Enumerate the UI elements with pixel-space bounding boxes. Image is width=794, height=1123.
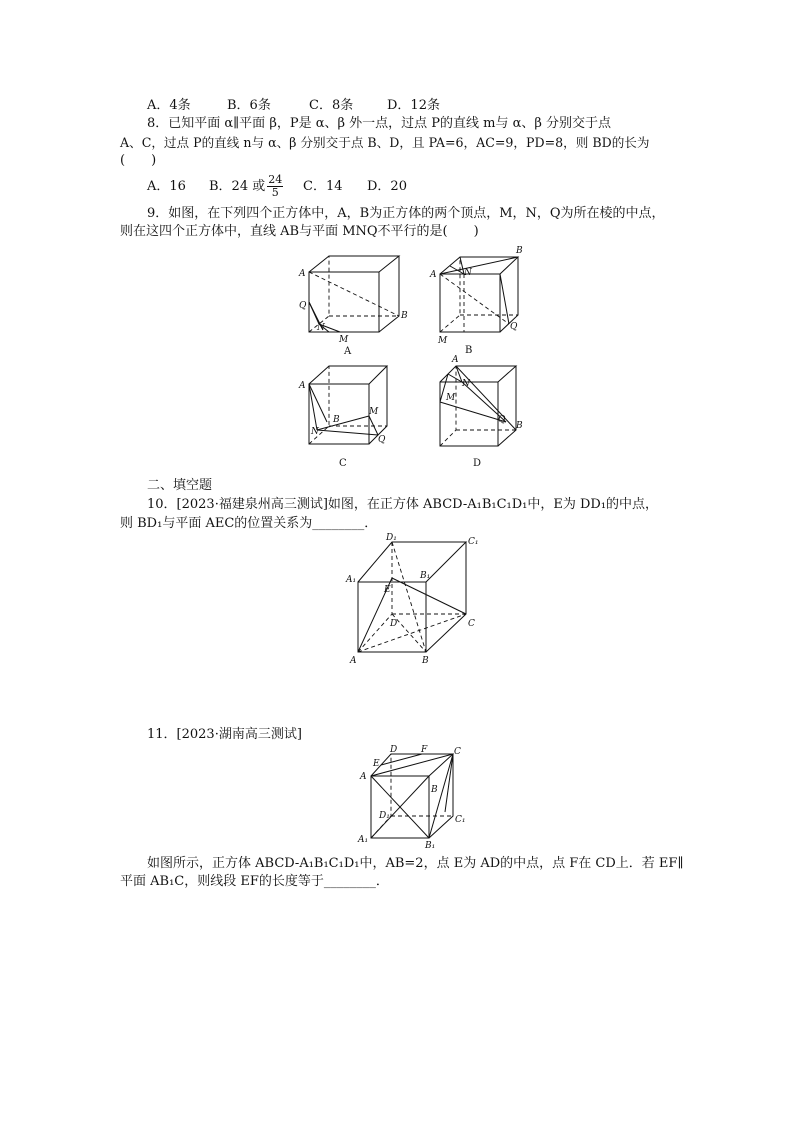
q8-line-2: A、C，过点 P的直线 n与 α、β 分别交于点 B、D，且 PA=6，AC=9，PD=8，则 BD的长为	[120, 135, 650, 150]
q11-line-2: 如图所示，正方体 ABCD-A₁B₁C₁D₁中，AB=2，点 E为 AD的中点，点 F在 CD上．若 EF∥	[147, 856, 684, 871]
q9-line-2: 则在这四个正方体中，直线 AB与平面 MNQ不平行的是( )	[120, 224, 479, 239]
label-q: Q	[299, 301, 307, 311]
q8-option-a: A．16	[147, 179, 186, 194]
q7-option-b: B．6条	[227, 98, 271, 113]
cube-figure-a	[295, 250, 408, 360]
label-b1: B₁	[425, 841, 436, 851]
label-m: M	[369, 407, 379, 417]
figure-caption-a: A	[344, 346, 352, 357]
label-b: B	[401, 311, 408, 321]
label-d1: D₁	[379, 811, 390, 821]
label-b1: B₁	[420, 571, 431, 581]
label-q: Q	[378, 435, 386, 445]
q8-option-b	[209, 172, 303, 202]
cube-figure-c	[295, 360, 405, 470]
label-a1: A₁	[358, 835, 369, 845]
q9-line-1: 9．如图，在下列四个正方体中，A，B为正方体的两个顶点，M，N，Q为所在棱的中点，	[147, 206, 665, 221]
label-f: F	[421, 745, 428, 755]
label-e: E	[384, 585, 391, 595]
cube-figure-q10	[340, 532, 490, 667]
label-b: B	[333, 415, 340, 425]
label-a: A	[452, 355, 459, 365]
section-title: 二、填空题	[147, 478, 213, 493]
label-b: B	[422, 656, 429, 666]
cube-figure-b	[428, 243, 538, 358]
label-n: N	[317, 323, 325, 333]
figure-caption-d: D	[473, 458, 482, 469]
label-a: A	[360, 772, 367, 782]
q7-option-a: A．4条	[147, 98, 191, 113]
label-d: D	[390, 745, 398, 755]
label-c1: C₁	[455, 815, 466, 825]
q8-option-d: D．20	[367, 179, 407, 194]
label-q: Q	[510, 322, 518, 332]
label-n: N	[462, 379, 470, 389]
label-a: A	[350, 656, 357, 666]
q10-line-1: 10．[2023·福建泉州高三测试]如图，在正方体 ABCD-A₁B₁C₁D₁中，E为 DD₁的中点，	[147, 497, 659, 512]
q11-line-1: 11．[2023·湖南高三测试]	[147, 727, 302, 742]
cube-figure-q11	[355, 742, 485, 852]
fraction-denominator: 5	[271, 186, 279, 199]
cube-figure-d	[428, 352, 538, 470]
label-c: C	[454, 747, 461, 757]
q7-options	[147, 98, 440, 114]
label-d1: D₁	[386, 533, 397, 543]
q7-option-d: D．12条	[387, 98, 440, 113]
label-c: C	[468, 619, 475, 629]
label-d: D	[390, 619, 398, 629]
fraction	[267, 174, 283, 199]
label-c1: C₁	[468, 537, 479, 547]
q10-line-2: 则 BD₁与平面 AEC的位置关系为________．	[120, 516, 378, 531]
label-a: A	[299, 269, 306, 279]
q11-line-3: 平面 AB₁C，则线段 EF的长度等于________．	[120, 874, 389, 889]
label-q: Q	[498, 415, 506, 425]
label-b: B	[516, 421, 523, 431]
figure-caption-c: C	[339, 458, 347, 469]
label-m: M	[339, 335, 349, 345]
q8-line-1: 8．已知平面 α∥平面 β，P是 α、β 外一点，过点 P的直线 m与 α、β 分别交于点	[147, 116, 612, 131]
q8-paren: ( )	[120, 153, 157, 168]
label-a1: A₁	[346, 575, 357, 585]
label-a: A	[430, 270, 437, 280]
fraction-numerator: 24	[268, 173, 283, 186]
label-b: B	[431, 785, 438, 795]
figure-caption-b: B	[465, 345, 473, 356]
label-m: M	[446, 393, 456, 403]
label-a: A	[299, 381, 306, 391]
q8-options	[147, 172, 407, 202]
q8-option-b-text: B．24 或	[209, 179, 266, 194]
q8-option-c: C．14	[303, 179, 343, 194]
q7-option-c: C．8条	[309, 98, 354, 113]
label-b: B	[516, 246, 523, 256]
label-n: N	[311, 427, 319, 437]
label-n: N	[464, 268, 472, 278]
label-e: E	[373, 759, 380, 769]
label-m: M	[438, 336, 448, 346]
